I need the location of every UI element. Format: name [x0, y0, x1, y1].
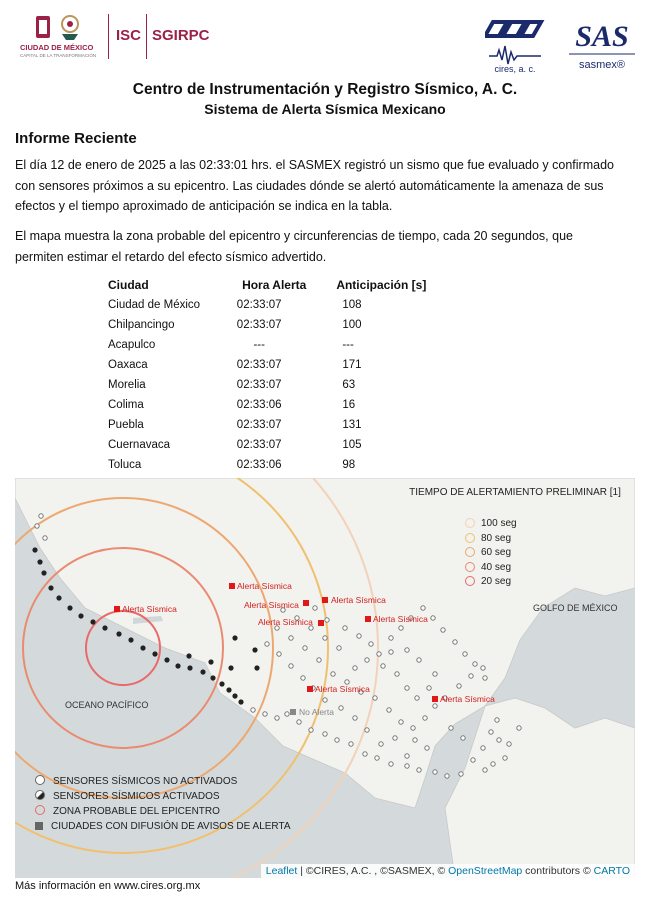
page-header	[0, 0, 650, 80]
alert-time-cell: ---	[253, 339, 265, 351]
inactive-sensor	[289, 636, 293, 640]
inactive-sensor	[389, 636, 393, 640]
alert-label: Alerta Sísmica	[237, 581, 292, 591]
table-row	[102, 355, 432, 375]
column-header: Anticipación [s]	[336, 278, 427, 292]
active-sensor	[102, 625, 107, 630]
alert-city-marker	[432, 696, 438, 702]
legend-inactive-sensors: SENSORES SÍSMICOS NO ACTIVADOS	[35, 775, 237, 787]
page-title: Centro de Instrumentación y Registro Sísmico, A. C.	[132, 81, 518, 98]
active-sensor	[254, 665, 259, 670]
inactive-sensor	[399, 720, 403, 724]
inactive-sensor	[489, 730, 493, 734]
inactive-sensor	[507, 742, 511, 746]
active-sensor	[186, 653, 191, 658]
city-cell: Cuernavaca	[108, 439, 171, 451]
inactive-sensor	[463, 652, 467, 656]
city-cell: Acapulco	[108, 339, 156, 351]
inactive-sensor	[491, 762, 495, 766]
alert-time-cell: 02:33:07	[236, 299, 282, 311]
leaflet-link[interactable]: Leaflet	[265, 865, 298, 877]
inactive-sensor	[363, 752, 367, 756]
inactive-sensor	[433, 672, 437, 676]
alert-city-marker	[290, 709, 296, 715]
inactive-sensor	[445, 774, 449, 778]
footer-info: Más información en www.cires.org.mx	[15, 880, 201, 892]
inactive-sensor	[335, 738, 339, 742]
alert-label: Alerta Sísmica	[315, 684, 370, 694]
svg-text:cires, a. c.: cires, a. c.	[494, 64, 536, 74]
alert-city-marker	[303, 600, 309, 606]
active-sensor	[140, 645, 145, 650]
inactive-sensor	[375, 756, 379, 760]
inactive-sensor	[365, 658, 369, 662]
divider	[108, 14, 109, 59]
inactive-sensor	[43, 536, 47, 540]
anticipation-cell: 105	[342, 439, 362, 451]
alert-label: Alerta Sísmica	[258, 617, 313, 627]
active-sensor	[210, 675, 215, 680]
inactive-sensor	[423, 716, 427, 720]
inactive-sensor	[369, 642, 373, 646]
inactive-sensor	[323, 732, 327, 736]
inactive-sensor	[323, 698, 327, 702]
inactive-sensor	[373, 696, 377, 700]
ring-icon	[465, 576, 475, 586]
map-attribution: Leaflet | ©CIRES, A.C. , ©SASMEX, © OpenStreetMap contributors © CARTO	[261, 864, 635, 878]
alert-city-marker	[229, 583, 235, 589]
land-southeast	[445, 698, 635, 878]
map-canvas[interactable]	[15, 478, 635, 878]
alert-label: Alerta Sísmica	[373, 614, 428, 624]
anticipation-cell: 100	[342, 319, 362, 331]
inactive-sensor	[441, 628, 445, 632]
inactive-sensor	[481, 746, 485, 750]
inactive-sensor	[497, 738, 501, 742]
ring-icon	[465, 533, 475, 543]
legend-alert-cities: CIUDADES CON DIFUSIÓN DE AVISOS DE ALERTA	[35, 821, 291, 832]
inactive-sensor	[517, 726, 521, 730]
inactive-sensor	[433, 704, 437, 708]
inactive-sensor	[459, 772, 463, 776]
ring-icon	[465, 562, 475, 572]
alert-time-cell: 02:33:07	[236, 379, 282, 391]
table-row	[102, 315, 432, 335]
active-sensor	[128, 637, 133, 642]
legend-title: TIEMPO DE ALERTAMIENTO PRELIMINAR [1]	[409, 487, 621, 498]
table-row	[102, 455, 432, 475]
inactive-sensor	[339, 706, 343, 710]
inactive-sensor	[275, 716, 279, 720]
active-sensor	[252, 647, 257, 652]
inactive-sensor	[365, 728, 369, 732]
anticipation-cell: 131	[342, 419, 362, 431]
alert-city-marker	[318, 620, 324, 626]
inactive-sensor	[405, 686, 409, 690]
inactive-sensor	[427, 686, 431, 690]
alert-time-cell: 02:33:06	[236, 459, 282, 471]
active-sensor	[56, 595, 61, 600]
inactive-sensor	[353, 716, 357, 720]
inactive-sensor	[453, 640, 457, 644]
inactive-sensor	[285, 712, 289, 716]
osm-link[interactable]: OpenStreetMap	[448, 865, 523, 877]
inactive-sensor	[393, 736, 397, 740]
no-alert-label: No Alerta	[299, 707, 334, 717]
svg-text:SAS: SAS	[575, 20, 629, 53]
city-cell: Toluca	[108, 459, 142, 471]
legend-item: 100 seg	[465, 518, 517, 529]
active-sensor	[90, 619, 95, 624]
legend-epicenter-zone: ZONA PROBABLE DEL EPICENTRO	[35, 805, 220, 817]
inactive-sensor	[323, 636, 327, 640]
isc-label: ISC	[116, 27, 142, 44]
inactive-sensor	[389, 650, 393, 654]
inactive-sensor	[343, 626, 347, 630]
inactive-sensor	[349, 742, 353, 746]
alert-time-cell: 02:33:07	[236, 319, 282, 331]
cdmx-subtitle: CAPITAL DE LA TRANSFORMACIÓN	[20, 53, 97, 58]
inactive-sensor	[331, 672, 335, 676]
table-row	[102, 395, 432, 415]
inactive-sensor	[301, 676, 305, 680]
alert-label: Alerta Sísmica	[440, 694, 495, 704]
city-cell: Colima	[108, 399, 144, 411]
anticipation-cell: 171	[342, 359, 362, 371]
cdmx-name: CIUDAD DE MÉXICO CAPITAL DE LA TRANSFORMACIÓN	[20, 43, 97, 58]
ring-icon	[465, 518, 475, 528]
inactive-sensor	[413, 738, 417, 742]
table-row	[102, 435, 432, 455]
inactive-sensor	[39, 514, 43, 518]
alert-label: Alerta Sísmica	[244, 600, 299, 610]
inactive-sensor	[483, 768, 487, 772]
inactive-sensor	[265, 642, 269, 646]
inactive-sensor	[309, 728, 313, 732]
inactive-sensor	[457, 684, 461, 688]
active-sensor	[116, 631, 121, 636]
inactive-sensor	[277, 652, 281, 656]
table-body	[102, 295, 432, 475]
anticipation-cell: 98	[342, 459, 356, 471]
active-sensor	[164, 657, 169, 662]
active-sensor	[200, 669, 205, 674]
anticipation-cell: 108	[342, 299, 362, 311]
anticipation-cell: 16	[342, 399, 356, 411]
cires-logo-icon	[485, 10, 545, 75]
active-sensor	[175, 663, 180, 668]
inactive-sensor	[433, 770, 437, 774]
active-sensor	[208, 659, 213, 664]
inactive-sensor	[417, 658, 421, 662]
inactive-sensor	[483, 676, 487, 680]
city-cell: Morelia	[108, 379, 146, 391]
gulf-label: GOLFO DE MÉXICO	[533, 603, 618, 613]
alert-time-cell: 02:33:07	[236, 419, 282, 431]
epicenter-zone-icon	[35, 805, 45, 815]
alert-table	[102, 275, 432, 475]
legend-item: 40 seg	[465, 562, 511, 573]
sgirpc-label: SGIRPC	[152, 27, 210, 44]
city-cell: Chilpancingo	[108, 319, 175, 331]
inactive-sensor	[425, 746, 429, 750]
inactive-sensor	[405, 648, 409, 652]
inactive-sensor	[421, 606, 425, 610]
sasmex-logo-icon	[565, 10, 640, 75]
inactive-sensor	[469, 674, 473, 678]
inactive-sensor	[481, 666, 485, 670]
legend-item: 80 seg	[465, 533, 511, 544]
carto-link[interactable]: CARTO	[593, 865, 630, 877]
alert-city-marker	[365, 616, 371, 622]
active-sensor	[67, 605, 72, 610]
city-cell: Ciudad de México	[108, 299, 201, 311]
inactive-sensor	[449, 726, 453, 730]
active-sensor	[238, 699, 243, 704]
active-sensor-icon	[35, 790, 45, 800]
column-header: Ciudad	[108, 278, 149, 292]
alert-label: Alerta Sísmica	[331, 595, 386, 605]
inactive-sensor	[357, 634, 361, 638]
ring-icon	[465, 547, 475, 557]
legend-item: 60 seg	[465, 547, 511, 558]
alert-label: Alerta Sísmica	[122, 604, 177, 614]
inactive-sensor	[337, 646, 341, 650]
active-sensor	[232, 693, 237, 698]
inactive-sensor	[297, 720, 301, 724]
active-sensor	[152, 651, 157, 656]
active-sensor	[187, 665, 192, 670]
active-sensor	[219, 681, 224, 686]
active-sensor	[228, 665, 233, 670]
inactive-sensor	[431, 616, 435, 620]
table-header-row	[102, 275, 432, 295]
inactive-sensor	[353, 666, 357, 670]
inactive-sensor-icon	[35, 775, 45, 785]
svg-text:sasmex®: sasmex®	[578, 59, 626, 71]
inactive-sensor	[399, 626, 403, 630]
inactive-sensor	[405, 764, 409, 768]
inactive-sensor	[405, 754, 409, 758]
inactive-sensor	[35, 524, 39, 528]
page-subtitle: Sistema de Alerta Sísmica Mexicano	[204, 101, 446, 117]
earthquake-map[interactable]	[15, 478, 635, 878]
alert-time-cell: 02:33:07	[236, 439, 282, 451]
inactive-sensor	[289, 664, 293, 668]
inactive-sensor	[387, 708, 391, 712]
active-sensor	[32, 547, 37, 552]
inactive-sensor	[461, 736, 465, 740]
alert-time-cell: 02:33:07	[236, 359, 282, 371]
active-sensor	[78, 613, 83, 618]
inactive-sensor	[379, 742, 383, 746]
anticipation-cell: 63	[342, 379, 356, 391]
column-header: Hora Alerta	[242, 278, 307, 292]
city-cell: Puebla	[108, 419, 144, 431]
table-row	[102, 335, 432, 355]
active-sensor	[226, 687, 231, 692]
inactive-sensor	[495, 718, 499, 722]
active-sensor	[48, 585, 53, 590]
table-row	[102, 375, 432, 395]
city-cell: Oaxaca	[108, 359, 148, 371]
report-paragraph: El día 12 de enero de 2025 a las 02:33:01 hrs. el SASMEX registró un sismo que fue evaluado y confirmado con sensores próximos a su epicentro. Las ciudades dónde se alertó automáticamente la amenaza de sus efectos y el tiempo aproximado de anticipación se indica en la tabla.	[15, 158, 614, 213]
table-row	[102, 415, 432, 435]
inactive-sensor	[381, 664, 385, 668]
section-title: Informe Reciente	[15, 130, 137, 147]
active-sensor	[41, 570, 46, 575]
inactive-sensor	[415, 696, 419, 700]
inactive-sensor	[417, 768, 421, 772]
inactive-sensor	[263, 712, 267, 716]
inactive-sensor	[313, 606, 317, 610]
table-row	[102, 295, 432, 315]
alert-city-icon	[35, 822, 43, 830]
inactive-sensor	[473, 662, 477, 666]
inactive-sensor	[325, 618, 329, 622]
legend-item: 20 seg	[465, 576, 511, 587]
alert-city-marker	[322, 597, 328, 603]
anticipation-cell: ---	[342, 339, 354, 351]
inactive-sensor	[471, 758, 475, 762]
divider	[146, 14, 147, 59]
alert-city-marker	[307, 686, 313, 692]
map-description: El mapa muestra la zona probable del epicentro y circunferencias de tiempo, cada 20 segundos, que permiten estimar el retardo del efecto sísmico advertido.	[15, 229, 573, 264]
active-sensor	[232, 635, 237, 640]
ocean-label: OCEANO PACÍFICO	[65, 700, 149, 710]
inactive-sensor	[303, 646, 307, 650]
inactive-sensor	[389, 762, 393, 766]
inactive-sensor	[377, 652, 381, 656]
inactive-sensor	[395, 672, 399, 676]
inactive-sensor	[317, 658, 321, 662]
inactive-sensor	[503, 756, 507, 760]
active-sensor	[37, 559, 42, 564]
inactive-sensor	[411, 726, 415, 730]
inactive-sensor	[251, 708, 255, 712]
alert-time-cell: 02:33:06	[236, 399, 282, 411]
legend-active-sensors: SENSORES SÍSMICOS ACTIVADOS	[35, 790, 220, 802]
alert-city-marker	[114, 606, 120, 612]
